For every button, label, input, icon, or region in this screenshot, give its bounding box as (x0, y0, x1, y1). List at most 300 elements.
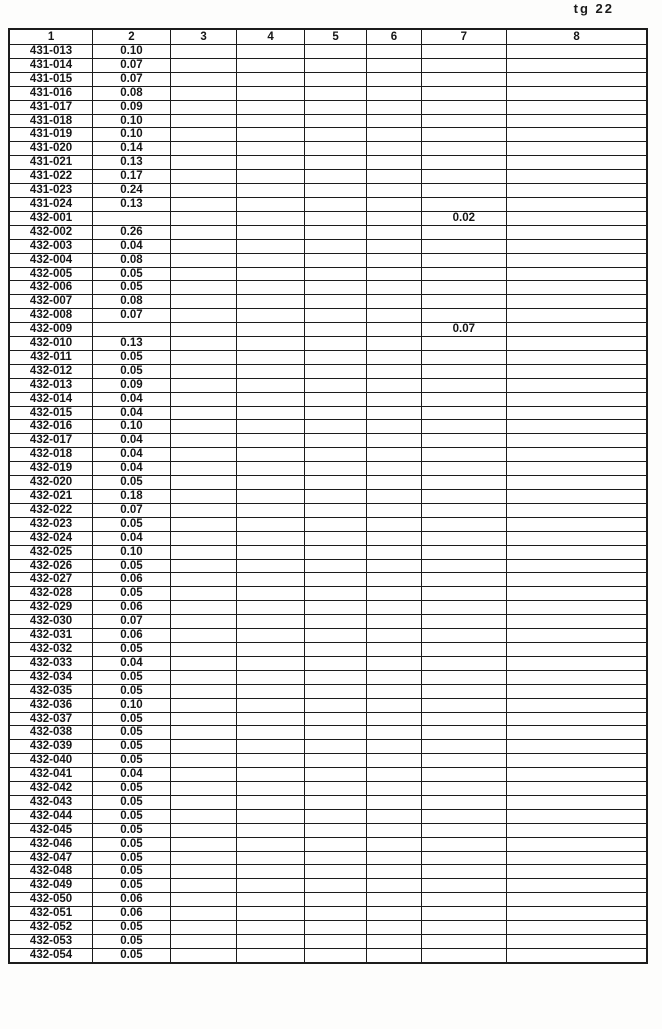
cell-col8 (507, 114, 647, 128)
cell-col8 (507, 754, 647, 768)
cell-col4 (237, 476, 305, 490)
cell-col4 (237, 935, 305, 949)
cell-col3 (170, 434, 236, 448)
sample-id-cell: 432-038 (9, 726, 93, 740)
table-row (9, 642, 647, 656)
value-cell: 0.05 (93, 642, 171, 656)
table-row (9, 253, 647, 267)
sample-id-cell: 432-034 (9, 670, 93, 684)
sample-id-cell: 432-042 (9, 782, 93, 796)
cell-col4 (237, 309, 305, 323)
cell-col5 (304, 851, 367, 865)
cell-col8 (507, 670, 647, 684)
cell-col4 (237, 726, 305, 740)
sample-id-cell: 431-021 (9, 156, 93, 170)
table-row (9, 337, 647, 351)
col7-value-cell (421, 128, 506, 142)
cell-col8 (507, 490, 647, 504)
cell-col3 (170, 712, 236, 726)
col7-value-cell (421, 281, 506, 295)
cell-col8 (507, 211, 647, 225)
cell-col8 (507, 100, 647, 114)
cell-col5 (304, 893, 367, 907)
table-row (9, 170, 647, 184)
value-cell: 0.05 (93, 726, 171, 740)
cell-col4 (237, 462, 305, 476)
cell-col4 (237, 642, 305, 656)
cell-col6 (367, 893, 421, 907)
cell-col3 (170, 768, 236, 782)
cell-col5 (304, 309, 367, 323)
col7-value-cell (421, 448, 506, 462)
col7-value-cell (421, 337, 506, 351)
cell-col6 (367, 364, 421, 378)
value-cell: 0.24 (93, 184, 171, 198)
cell-col5 (304, 642, 367, 656)
cell-col4 (237, 587, 305, 601)
value-cell: 0.10 (93, 420, 171, 434)
cell-col4 (237, 893, 305, 907)
sample-id-cell: 431-013 (9, 45, 93, 59)
cell-col3 (170, 754, 236, 768)
cell-col4 (237, 420, 305, 434)
table-row (9, 795, 647, 809)
cell-col3 (170, 86, 236, 100)
cell-col6 (367, 754, 421, 768)
cell-col8 (507, 656, 647, 670)
value-cell: 0.05 (93, 350, 171, 364)
value-cell: 0.05 (93, 517, 171, 531)
table-row (9, 587, 647, 601)
col7-value-cell (421, 392, 506, 406)
cell-col4 (237, 337, 305, 351)
sample-id-cell: 432-031 (9, 629, 93, 643)
value-cell (93, 211, 171, 225)
cell-col3 (170, 601, 236, 615)
table-row (9, 879, 647, 893)
col7-value-cell (421, 768, 506, 782)
cell-col8 (507, 601, 647, 615)
cell-col4 (237, 58, 305, 72)
cell-col6 (367, 670, 421, 684)
cell-col3 (170, 378, 236, 392)
cell-col4 (237, 823, 305, 837)
cell-col5 (304, 128, 367, 142)
col7-value-cell (421, 907, 506, 921)
col7-value-cell (421, 434, 506, 448)
sample-id-cell: 432-003 (9, 239, 93, 253)
cell-col4 (237, 156, 305, 170)
value-cell: 0.07 (93, 72, 171, 86)
cell-col5 (304, 184, 367, 198)
table-row (9, 128, 647, 142)
table-row (9, 225, 647, 239)
col7-value-cell (421, 587, 506, 601)
sample-id-cell: 432-005 (9, 267, 93, 281)
table-row (9, 114, 647, 128)
cell-col8 (507, 184, 647, 198)
cell-col3 (170, 740, 236, 754)
table-row (9, 921, 647, 935)
cell-col4 (237, 45, 305, 59)
table-row (9, 837, 647, 851)
cell-col5 (304, 601, 367, 615)
col7-value-cell (421, 86, 506, 100)
cell-col5 (304, 768, 367, 782)
col7-value-cell (421, 58, 506, 72)
cell-col3 (170, 448, 236, 462)
cell-col5 (304, 684, 367, 698)
col7-value-cell (421, 865, 506, 879)
sample-id-cell: 432-018 (9, 448, 93, 462)
cell-col4 (237, 434, 305, 448)
cell-col3 (170, 142, 236, 156)
col7-value-cell (421, 782, 506, 796)
value-cell: 0.04 (93, 448, 171, 462)
cell-col3 (170, 72, 236, 86)
cell-col3 (170, 670, 236, 684)
cell-col6 (367, 740, 421, 754)
sample-id-cell: 432-011 (9, 350, 93, 364)
table-row (9, 809, 647, 823)
cell-col8 (507, 642, 647, 656)
cell-col6 (367, 851, 421, 865)
cell-col8 (507, 462, 647, 476)
cell-col6 (367, 406, 421, 420)
value-cell: 0.05 (93, 476, 171, 490)
cell-col6 (367, 490, 421, 504)
sample-id-cell: 432-048 (9, 865, 93, 879)
sample-id-cell: 432-043 (9, 795, 93, 809)
cell-col6 (367, 726, 421, 740)
cell-col4 (237, 851, 305, 865)
sample-id-cell: 432-015 (9, 406, 93, 420)
cell-col8 (507, 879, 647, 893)
cell-col6 (367, 281, 421, 295)
cell-col8 (507, 239, 647, 253)
cell-col8 (507, 740, 647, 754)
cell-col3 (170, 350, 236, 364)
cell-col6 (367, 921, 421, 935)
col7-value-cell (421, 517, 506, 531)
cell-col6 (367, 948, 421, 962)
header-cell-col2: 2 (93, 29, 171, 45)
table-row (9, 267, 647, 281)
cell-col4 (237, 573, 305, 587)
cell-col3 (170, 239, 236, 253)
table-row (9, 184, 647, 198)
col7-value-cell (421, 879, 506, 893)
cell-col3 (170, 45, 236, 59)
table-row (9, 782, 647, 796)
table-row (9, 823, 647, 837)
cell-col8 (507, 684, 647, 698)
value-cell: 0.05 (93, 587, 171, 601)
cell-col8 (507, 768, 647, 782)
cell-col5 (304, 573, 367, 587)
col7-value-cell (421, 462, 506, 476)
value-cell: 0.10 (93, 114, 171, 128)
cell-col8 (507, 531, 647, 545)
cell-col5 (304, 656, 367, 670)
value-cell: 0.08 (93, 295, 171, 309)
sample-id-cell: 431-017 (9, 100, 93, 114)
cell-col8 (507, 782, 647, 796)
col7-value-cell (421, 921, 506, 935)
table-row (9, 893, 647, 907)
cell-col5 (304, 935, 367, 949)
cell-col8 (507, 156, 647, 170)
header-cell-col1: 1 (9, 29, 93, 45)
table-row (9, 698, 647, 712)
cell-col5 (304, 434, 367, 448)
cell-col5 (304, 448, 367, 462)
value-cell: 0.07 (93, 309, 171, 323)
cell-col8 (507, 142, 647, 156)
col7-value-cell (421, 754, 506, 768)
cell-col5 (304, 615, 367, 629)
col7-value-cell (421, 406, 506, 420)
sample-id-cell: 432-006 (9, 281, 93, 295)
sample-id-cell: 432-023 (9, 517, 93, 531)
cell-col3 (170, 642, 236, 656)
sample-id-cell: 432-002 (9, 225, 93, 239)
cell-col6 (367, 768, 421, 782)
cell-col5 (304, 782, 367, 796)
cell-col8 (507, 907, 647, 921)
cell-col4 (237, 211, 305, 225)
data-table (8, 28, 648, 964)
col7-value-cell (421, 350, 506, 364)
sample-id-cell: 432-004 (9, 253, 93, 267)
sample-id-cell: 432-026 (9, 559, 93, 573)
value-cell: 0.05 (93, 865, 171, 879)
cell-col6 (367, 253, 421, 267)
cell-col4 (237, 740, 305, 754)
cell-col4 (237, 698, 305, 712)
cell-col4 (237, 879, 305, 893)
table-row (9, 462, 647, 476)
sample-id-cell: 432-041 (9, 768, 93, 782)
cell-col5 (304, 670, 367, 684)
cell-col4 (237, 364, 305, 378)
cell-col8 (507, 837, 647, 851)
value-cell: 0.05 (93, 740, 171, 754)
col7-value-cell (421, 559, 506, 573)
cell-col5 (304, 267, 367, 281)
cell-col3 (170, 573, 236, 587)
table-row (9, 323, 647, 337)
col7-value-cell (421, 573, 506, 587)
cell-col5 (304, 406, 367, 420)
sample-id-cell: 432-020 (9, 476, 93, 490)
col7-value-cell (421, 893, 506, 907)
table-row (9, 476, 647, 490)
value-cell: 0.05 (93, 559, 171, 573)
col7-value-cell (421, 670, 506, 684)
cell-col3 (170, 517, 236, 531)
sample-id-cell: 432-022 (9, 503, 93, 517)
cell-col8 (507, 267, 647, 281)
header-cell-col6: 6 (367, 29, 421, 45)
cell-col4 (237, 128, 305, 142)
value-cell: 0.06 (93, 573, 171, 587)
sample-id-cell: 432-013 (9, 378, 93, 392)
cell-col4 (237, 378, 305, 392)
header-cell-col4: 4 (237, 29, 305, 45)
cell-col8 (507, 935, 647, 949)
table-row (9, 211, 647, 225)
value-cell: 0.06 (93, 629, 171, 643)
value-cell: 0.05 (93, 879, 171, 893)
cell-col6 (367, 86, 421, 100)
table-row (9, 517, 647, 531)
cell-col3 (170, 531, 236, 545)
value-cell: 0.10 (93, 128, 171, 142)
cell-col8 (507, 712, 647, 726)
col7-value-cell: 0.02 (421, 211, 506, 225)
sample-id-cell: 432-021 (9, 490, 93, 504)
cell-col4 (237, 170, 305, 184)
cell-col3 (170, 490, 236, 504)
cell-col4 (237, 503, 305, 517)
cell-col3 (170, 476, 236, 490)
table-row (9, 142, 647, 156)
cell-col3 (170, 295, 236, 309)
table-row (9, 448, 647, 462)
cell-col8 (507, 197, 647, 211)
cell-col4 (237, 601, 305, 615)
cell-col6 (367, 267, 421, 281)
col7-value-cell (421, 656, 506, 670)
table-row (9, 392, 647, 406)
value-cell: 0.04 (93, 462, 171, 476)
cell-col4 (237, 114, 305, 128)
col7-value-cell (421, 197, 506, 211)
cell-col5 (304, 531, 367, 545)
table-row (9, 684, 647, 698)
cell-col5 (304, 587, 367, 601)
value-cell: 0.05 (93, 851, 171, 865)
cell-col5 (304, 726, 367, 740)
col7-value-cell (421, 239, 506, 253)
cell-col3 (170, 587, 236, 601)
cell-col4 (237, 350, 305, 364)
sample-id-cell: 431-024 (9, 197, 93, 211)
cell-col6 (367, 392, 421, 406)
value-cell: 0.05 (93, 754, 171, 768)
sample-id-cell: 432-016 (9, 420, 93, 434)
col7-value-cell (421, 476, 506, 490)
col7-value-cell (421, 809, 506, 823)
sample-id-cell: 432-029 (9, 601, 93, 615)
sample-id-cell: 431-019 (9, 128, 93, 142)
col7-value-cell (421, 935, 506, 949)
value-cell: 0.04 (93, 406, 171, 420)
cell-col3 (170, 879, 236, 893)
sample-id-cell: 432-035 (9, 684, 93, 698)
cell-col6 (367, 656, 421, 670)
cell-col6 (367, 45, 421, 59)
value-cell: 0.10 (93, 545, 171, 559)
col7-value-cell (421, 795, 506, 809)
cell-col6 (367, 629, 421, 643)
sample-id-cell: 431-023 (9, 184, 93, 198)
cell-col8 (507, 559, 647, 573)
cell-col4 (237, 448, 305, 462)
value-cell: 0.04 (93, 656, 171, 670)
value-cell: 0.05 (93, 364, 171, 378)
cell-col3 (170, 615, 236, 629)
value-cell: 0.06 (93, 601, 171, 615)
col7-value-cell (421, 823, 506, 837)
cell-col6 (367, 225, 421, 239)
cell-col3 (170, 128, 236, 142)
cell-col3 (170, 281, 236, 295)
cell-col4 (237, 184, 305, 198)
col7-value-cell (421, 309, 506, 323)
col7-value-cell (421, 225, 506, 239)
cell-col5 (304, 921, 367, 935)
col7-value-cell (421, 615, 506, 629)
sample-id-cell: 432-054 (9, 948, 93, 962)
cell-col5 (304, 698, 367, 712)
cell-col8 (507, 337, 647, 351)
cell-col5 (304, 823, 367, 837)
cell-col4 (237, 670, 305, 684)
cell-col3 (170, 823, 236, 837)
value-cell: 0.05 (93, 782, 171, 796)
table-row (9, 656, 647, 670)
cell-col6 (367, 587, 421, 601)
cell-col6 (367, 782, 421, 796)
cell-col6 (367, 434, 421, 448)
cell-col4 (237, 225, 305, 239)
cell-col6 (367, 642, 421, 656)
cell-col3 (170, 100, 236, 114)
cell-col4 (237, 837, 305, 851)
table-row (9, 406, 647, 420)
cell-col6 (367, 72, 421, 86)
table-row (9, 768, 647, 782)
cell-col5 (304, 948, 367, 962)
cell-col3 (170, 948, 236, 962)
value-cell: 0.08 (93, 86, 171, 100)
cell-col8 (507, 309, 647, 323)
cell-col8 (507, 72, 647, 86)
cell-col6 (367, 935, 421, 949)
cell-col6 (367, 698, 421, 712)
value-cell: 0.08 (93, 253, 171, 267)
table-row (9, 601, 647, 615)
cell-col5 (304, 559, 367, 573)
sample-id-cell: 432-032 (9, 642, 93, 656)
cell-col4 (237, 490, 305, 504)
col7-value-cell (421, 837, 506, 851)
value-cell: 0.05 (93, 281, 171, 295)
col7-value-cell (421, 364, 506, 378)
value-cell: 0.06 (93, 907, 171, 921)
table-body (9, 45, 647, 963)
cell-col6 (367, 114, 421, 128)
cell-col6 (367, 462, 421, 476)
cell-col8 (507, 698, 647, 712)
col7-value-cell: 0.07 (421, 323, 506, 337)
cell-col8 (507, 434, 647, 448)
cell-col6 (367, 809, 421, 823)
sample-id-cell: 432-024 (9, 531, 93, 545)
cell-col5 (304, 462, 367, 476)
